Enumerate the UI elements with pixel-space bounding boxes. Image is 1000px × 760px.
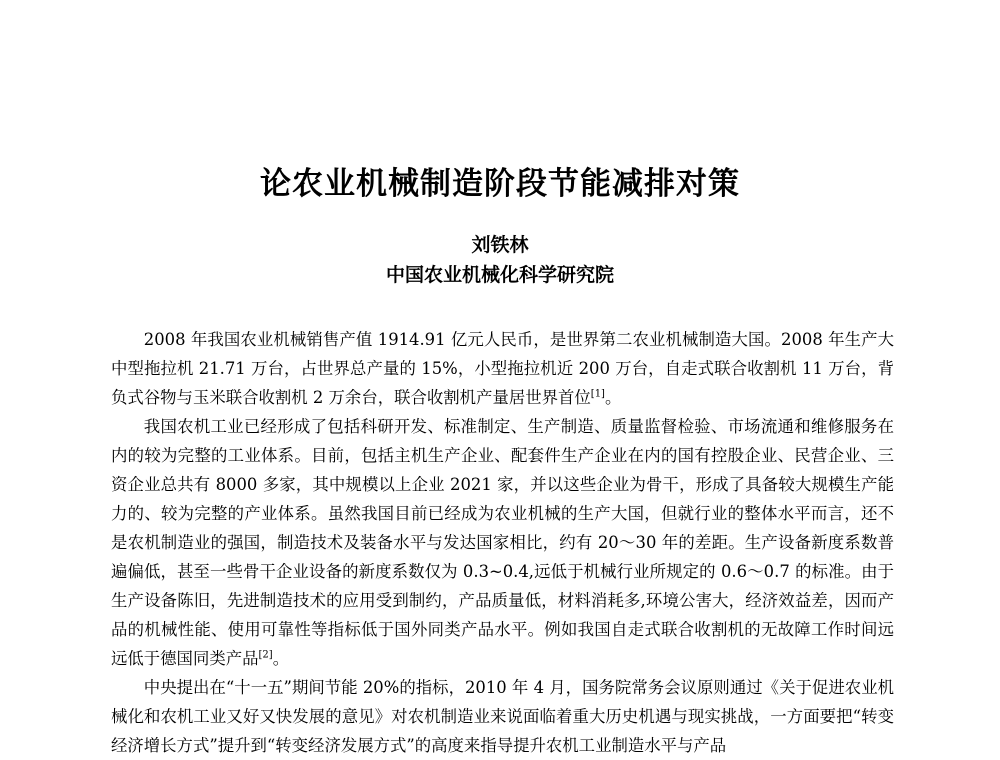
- paper-body: [111, 325, 894, 760]
- author-affiliation: 中国农业机械化科学研究院: [385, 264, 614, 286]
- paragraph-text: 2008 年我国农业机械销售产值 1914.91 亿元人民币，是世界第二农业机械制造大国。2008 年生产大中型拖拉机 21.71 万台，占世界总产量的 15%，小型拖拉机近 200 万台，自走式联合收割机 11 万台，背负式谷物与玉米联合收割机 2 万余台，联合收割机产量居世界首位: [111, 330, 894, 407]
- citation-marker: [1]: [590, 388, 605, 400]
- sentence-end: 。: [272, 649, 290, 668]
- body-paragraph-2: [111, 412, 894, 673]
- paragraph-text: 中央提出在“十一五”期间节能 20%的指标，2010 年 4 月，国务院常务会议原则通过《关于促进农业机械化和农机工业又好又快发展的意见》对农机制造业来说面临着重大历史机遇与现实挑战，一方面要把“转变经济增长方式”提升到“转变经济发展方式”的高度来指导提升农机工业制造水平与产品: [111, 678, 894, 755]
- paragraph-text: 我国农机工业已经形成了包括科研开发、标准制定、生产制造、质量监督检验、市场流通和维修服务在内的较为完整的工业体系。目前，包括主机生产企业、配套件生产企业在内的国有控股企业、民营企业、三资企业总共有 8000 多家，其中规模以上企业 2021 家，并以这些企业为骨干，形成了具备较大规模生产能力的、较为完整的产业体系。虽然我国目前已经成为农业机械的生产大国，但就行业的整体水平而言，还不是农机制造业的强国，制造技术及装备水平与发达国家相比，约有 20～30 年的差距。生产设备新度系数普遍偏低，甚至一些骨干企业设备的新度系数仅为 0.3~0.4,远低于机械行业所规定的 0.6～0.7 的标准。由于生产设备陈旧，先进制造技术的应用受到制约，产品质量低，材料消耗多,环境公害大，经济效益差，因而产品的机械性能、使用可靠性等指标低于国外同类产品水平。例如我国自走式联合收割机的无故障工作时间远远低于德国同类产品: [111, 417, 894, 668]
- body-paragraph-3: [111, 673, 894, 760]
- citation-marker: [2]: [258, 649, 273, 661]
- body-paragraph-1: [111, 325, 894, 412]
- sentence-end: 。: [604, 388, 622, 407]
- paper-title: 论农业机械制造阶段节能减排对策: [260, 166, 740, 202]
- author-name: 刘铁林: [471, 234, 529, 256]
